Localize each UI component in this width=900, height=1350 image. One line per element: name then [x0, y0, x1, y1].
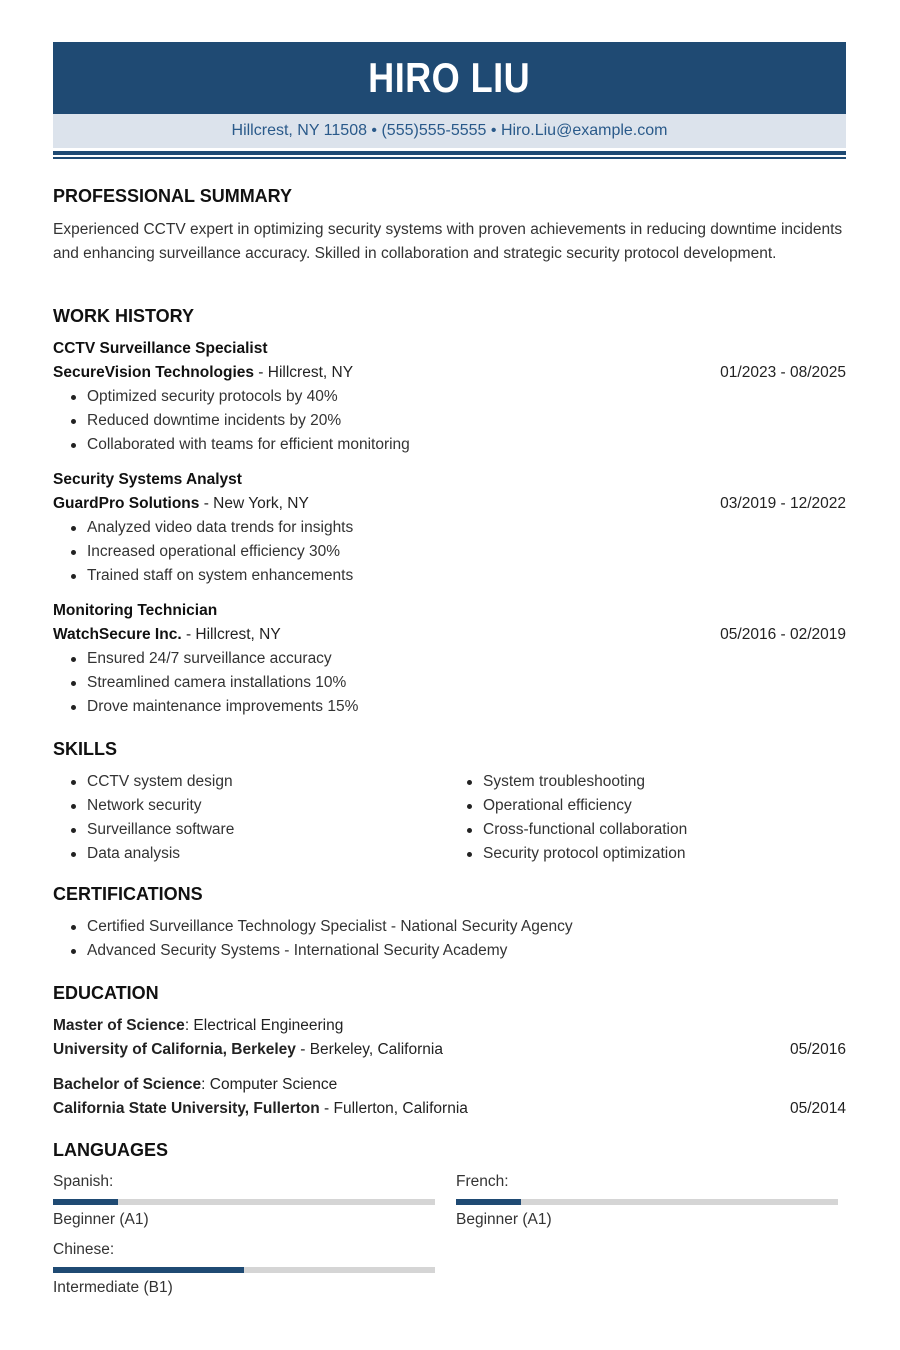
- skill-item: Data analysis: [87, 842, 449, 866]
- job-list: [53, 337, 846, 719]
- language-name: Spanish:: [53, 1173, 114, 1190]
- section-title: CERTIFICATIONS: [53, 884, 203, 904]
- company-name: WatchSecure Inc.: [53, 626, 182, 643]
- education-list: [53, 1014, 846, 1121]
- skill-item: Surveillance software: [87, 818, 449, 842]
- skill-item: Security protocol optimization: [483, 842, 845, 866]
- job-title: Monitoring Technician: [53, 602, 218, 619]
- job-title: Security Systems Analyst: [53, 471, 242, 488]
- section-title: SKILLS: [53, 739, 118, 759]
- header-rule-thin: [53, 157, 846, 159]
- job-employer: [53, 492, 309, 516]
- job-employer: [53, 623, 281, 647]
- company-name: GuardPro Solutions: [53, 495, 200, 512]
- school-location: - Fullerton, California: [319, 1100, 468, 1117]
- job-dates: 05/2016 - 02/2019: [720, 626, 846, 643]
- language-item: [53, 1239, 435, 1299]
- proficiency-bar: [53, 1199, 435, 1205]
- skill-item: CCTV system design: [87, 770, 449, 794]
- work-history-section: [53, 305, 846, 719]
- job-entry: [53, 468, 846, 588]
- job-company-line: [53, 623, 846, 647]
- job-employer: [53, 361, 353, 385]
- certifications-section: [53, 883, 846, 963]
- job-location: - Hillcrest, NY: [254, 364, 354, 381]
- degree-name: Bachelor of Science: [53, 1076, 202, 1093]
- bullet-item: Optimized security protocols by 40%: [87, 385, 846, 409]
- education-entry: [53, 1014, 846, 1062]
- section-title: EDUCATION: [53, 983, 159, 1003]
- skill-item: Network security: [87, 794, 449, 818]
- job-bullets: [53, 647, 846, 719]
- header-band: [53, 42, 846, 114]
- bullet-item: Ensured 24/7 surveillance accuracy: [87, 647, 846, 671]
- section-title: WORK HISTORY: [53, 306, 195, 326]
- skills-right-column: [449, 770, 845, 866]
- company-name: SecureVision Technologies: [53, 364, 254, 381]
- skills-left-column: [53, 770, 449, 866]
- job-entry: [53, 337, 846, 457]
- bullet-item: Streamlined camera installations 10%: [87, 671, 846, 695]
- school: [53, 1097, 468, 1121]
- job-location: - New York, NY: [199, 495, 309, 512]
- degree-line: [53, 1014, 846, 1038]
- degree-field: : Computer Science: [201, 1076, 338, 1093]
- bullet-item: Drove maintenance improvements 15%: [87, 695, 846, 719]
- school-line: [53, 1097, 846, 1121]
- language-level: Intermediate (B1): [53, 1279, 173, 1296]
- degree: [53, 1014, 343, 1038]
- job-location: - Hillcrest, NY: [181, 626, 281, 643]
- school-location: - Berkeley, California: [295, 1041, 443, 1058]
- language-item: [456, 1171, 838, 1231]
- bullet-item: Trained staff on system enhancements: [87, 564, 846, 588]
- certification-item: Certified Surveillance Technology Specialist - National Security Agency: [87, 915, 846, 939]
- bullet-item: Analyzed video data trends for insights: [87, 516, 846, 540]
- school-name: California State University, Fullerton: [53, 1100, 320, 1117]
- skill-item: System troubleshooting: [483, 770, 845, 794]
- school-line: [53, 1038, 846, 1062]
- graduation-date: 05/2014: [789, 1100, 846, 1117]
- header-rule-thick: [53, 151, 846, 155]
- degree-line: [53, 1073, 846, 1097]
- skill-item: Operational efficiency: [483, 794, 845, 818]
- language-item: [53, 1171, 435, 1231]
- proficiency-bar-fill: [53, 1267, 244, 1273]
- job-bullets: [53, 516, 846, 588]
- languages-section: [53, 1139, 846, 1307]
- language-level: Beginner (A1): [456, 1211, 552, 1228]
- job-entry: [53, 599, 846, 719]
- job-dates: 03/2019 - 12/2022: [720, 495, 846, 512]
- proficiency-bar-fill: [53, 1199, 118, 1205]
- skills-right-list: [449, 770, 845, 866]
- degree-field: : Electrical Engineering: [184, 1017, 344, 1034]
- summary-text: Experienced CCTV expert in optimizing security systems with proven achievements in reducing downtime incidents and enhancing surveillance accuracy. Skilled in collaboration and strategic security protocol development.: [53, 221, 843, 262]
- proficiency-bar: [456, 1199, 838, 1205]
- section-title: LANGUAGES: [53, 1140, 169, 1160]
- language-name: Chinese:: [53, 1241, 115, 1258]
- job-title: CCTV Surveillance Specialist: [53, 340, 268, 357]
- skills-columns: [53, 770, 846, 866]
- language-level: Beginner (A1): [53, 1211, 149, 1228]
- education-entry: [53, 1073, 846, 1121]
- degree-name: Master of Science: [53, 1017, 185, 1034]
- bullet-item: Reduced downtime incidents by 20%: [87, 409, 846, 433]
- graduation-date: 05/2016: [789, 1041, 846, 1058]
- job-bullets: [53, 385, 846, 457]
- section-title: PROFESSIONAL SUMMARY: [53, 186, 293, 206]
- candidate-name: HIRO LIU: [368, 54, 531, 101]
- bullet-item: Increased operational efficiency 30%: [87, 540, 846, 564]
- certification-item: Advanced Security Systems - International Security Academy: [87, 939, 846, 963]
- job-company-line: [53, 361, 846, 385]
- languages-grid: [53, 1171, 846, 1307]
- contact-band: [53, 114, 846, 148]
- proficiency-bar-fill: [456, 1199, 521, 1205]
- school-name: University of California, Berkeley: [53, 1041, 296, 1058]
- skill-item: Cross-functional collaboration: [483, 818, 845, 842]
- resume-page: [53, 42, 846, 1296]
- certifications-list: [53, 915, 846, 963]
- job-company-line: [53, 492, 846, 516]
- language-name: French:: [456, 1173, 509, 1190]
- education-section: [53, 982, 846, 1121]
- proficiency-bar: [53, 1267, 435, 1273]
- job-dates: 01/2023 - 08/2025: [720, 364, 846, 381]
- skills-section: [53, 738, 846, 866]
- school: [53, 1038, 443, 1062]
- summary-section: [53, 185, 846, 266]
- bullet-item: Collaborated with teams for efficient monitoring: [87, 433, 846, 457]
- contact-info: Hillcrest, NY 11508 • (555)555-5555 • Hiro.Liu@example.com: [231, 122, 668, 139]
- skills-left-list: [53, 770, 449, 866]
- degree: [53, 1073, 337, 1097]
